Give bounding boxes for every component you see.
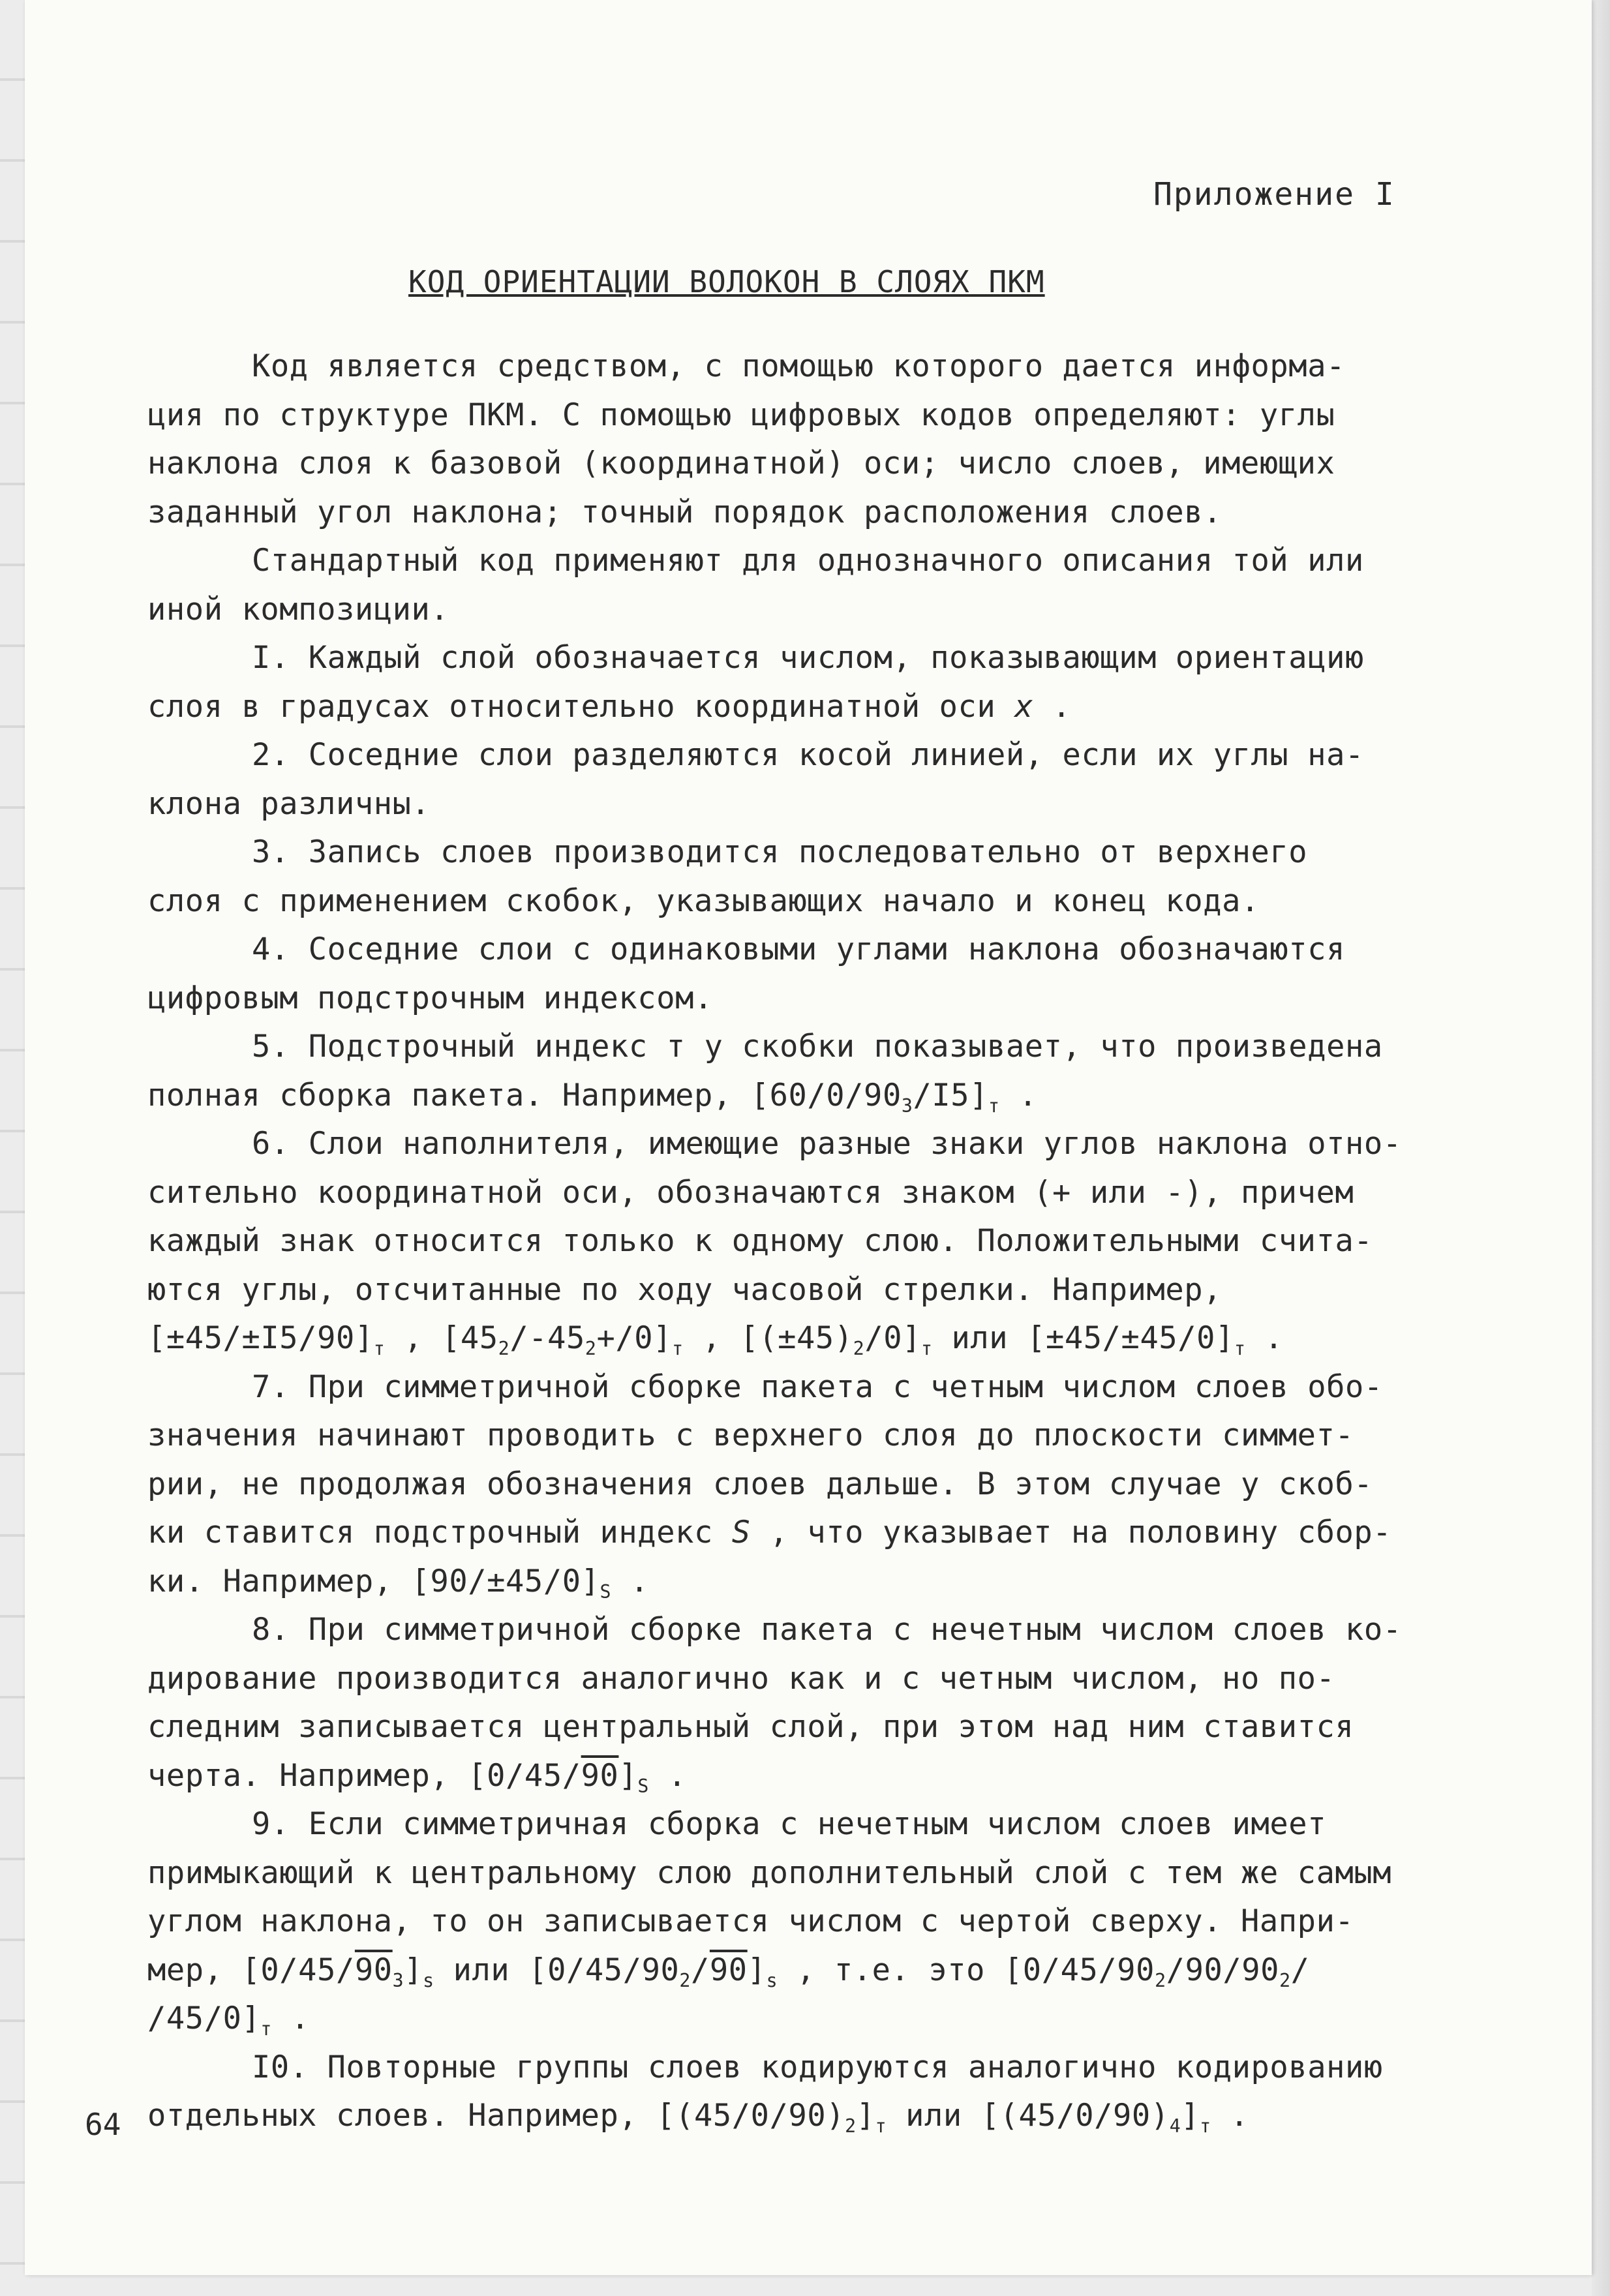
text-line: каждый знак относится только к одному слою. Положительными счита-: [147, 1223, 1373, 1259]
text-line: полная сборка пакета. Например, $[60/0/90_3/I5]_т$ .: [147, 1077, 1038, 1117]
text-line: 5. Подстрочный индекс т у скобки показывает, что произведена: [252, 1029, 1383, 1065]
text-line: черта. Например, $[0/45/90]_S$ .: [147, 1757, 687, 1797]
text-line: I. Каждый слой обозначается числом, показывающим ориентацию: [252, 640, 1364, 676]
document-title: КОД ОРИЕНТАЦИИ ВОЛОКОН В СЛОЯХ ПКМ: [408, 264, 1045, 299]
text-line: ются углы, отсчитанные по ходу часовой стрелки. Например,: [147, 1271, 1223, 1308]
text-line: 7. При симметричной сборке пакета с четным числом слоев обо-: [252, 1368, 1383, 1405]
text-line: клона различны.: [147, 785, 431, 822]
text-line: заданный угол наклона; точный порядок расположения слоев.: [147, 494, 1223, 530]
text-line: сительно координатной оси, обозначаются знаком (+ или -), причем: [147, 1174, 1354, 1211]
page-right-edge: [1592, 0, 1610, 2296]
text-line: 3. Запись слоев производится последовательно от верхнего: [252, 834, 1308, 870]
text-line: Код является средством, с помощью которого дается информа-: [252, 348, 1345, 384]
page-number: 64: [85, 2107, 121, 2142]
text-line: слоя в градусах относительно координатной оси x .: [147, 688, 1071, 725]
text-line: 6. Слои наполнителя, имеющие разные знаки углов наклона отно-: [252, 1126, 1402, 1162]
appendix-label: Приложение I: [1153, 176, 1395, 213]
text-line: 9. Если симметричная сборка с нечетным числом слоев имеет: [252, 1806, 1327, 1842]
text-line: рии, не продолжая обозначения слоев дальше. В этом случае у скоб-: [147, 1466, 1373, 1502]
text-line: 8. При симметричной сборке пакета с нечетным числом слоев ко-: [252, 1612, 1402, 1648]
text-line: $/45/0]_т$ .: [147, 2001, 310, 2040]
text-line: отдельных слоев. Например, $[(45/0/90)_2]_т$ или $[(45/0/90)_4]_т$ .: [147, 2098, 1249, 2137]
text-line: $[\pm 45/\pm I5/90]_т$ , $[45_2/-45_2+/0]_т$ , $[(\pm 45)_2/0]_т$ или $[\pm 45/\pm 45/0]_т$ .: [147, 1320, 1284, 1359]
text-line: наклона слоя к базовой (координатной) оси; число слоев, имеющих: [147, 446, 1335, 481]
text-line: 4. Соседние слои с одинаковыми углами наклона обозначаются: [252, 931, 1345, 967]
text-line: цифровым подстрочным индексом.: [147, 980, 713, 1016]
text-line: мер, $[0/45/90_3]_s$ или $[0/45/90_2/90]_s$ , т.е. это [$0/45/90_2/90/90_2/$: [147, 1952, 1310, 1991]
text-line: ки. Например, $[90/\pm 45/0]_S$ .: [147, 1563, 649, 1603]
text-line: следним записывается центральный слой, при этом над ним ставится: [147, 1709, 1354, 1745]
text-line: углом наклона, то он записывается числом с чертой сверху. Напри-: [147, 1903, 1354, 1939]
page-binding-edge: [0, 0, 25, 2296]
text-line: примыкающий к центральному слою дополнительный слой с тем же самым: [147, 1854, 1392, 1891]
text-line: иной композиции.: [147, 591, 449, 627]
text-line: слоя с применением скобок, указывающих начало и конец кода.: [147, 883, 1260, 919]
document-page: [25, 0, 1592, 2275]
document-body: [147, 342, 1465, 2141]
text-line: дирование производится аналогично как и с четным числом, но по-: [147, 1660, 1335, 1697]
text-line: Стандартный код применяют для однозначного описания той или: [252, 543, 1364, 579]
text-line: I0. Повторные группы слоев кодируются аналогично кодированию: [252, 2049, 1383, 2085]
text-line: ция по структуре ПКМ. С помощью цифровых кодов определяют: углы: [147, 397, 1335, 433]
text-line: 2. Соседние слои разделяются косой линией, если их углы на-: [252, 737, 1364, 773]
text-line: ки ставится подстрочный индекс S , что указывает на половину сбор-: [147, 1515, 1392, 1550]
text-line: значения начинают проводить с верхнего слоя до плоскости симмет-: [147, 1417, 1354, 1453]
